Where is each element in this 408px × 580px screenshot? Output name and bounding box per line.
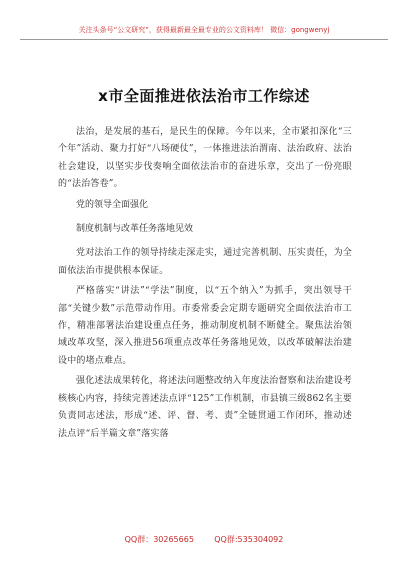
document-body: [58, 124, 352, 446]
body-paragraph-2: 严格落实“讲法”“学法”制度，以“五个纳入”为抓手，突出领导干部“关键少数”示范带动作用。市委常委会定期专题研究全面依法治市工作，精准部署法治建设重点任务，推动制度机制不断健全。聚焦法治领域改革攻坚，深入推进56项重点改革任务落地见效，以改革破解法治建设中的堵点难点。: [58, 286, 352, 366]
header-banner: [20, 6, 388, 40]
document-title: x市全面推进依法治市工作综述: [98, 87, 310, 105]
footer-qq-groups: QQ群：30265665 QQ群:535304092: [124, 535, 284, 544]
header-promo-text: 关注头条号“公文研究”，获得最新最全最专业的公文资料库！ 微信：gongwenyj: [78, 26, 330, 34]
intro-paragraph: 法治，是发展的基石，是民生的保障。今年以来，全市紧扣深化“三个年”活动、聚力打好“八场硬仗”，一体推进法治渭南、法治政府、法治社会建设，以坚实步伐奏响全面依法治市的奋进乐章，交出了一份亮眼的“法治答卷”。: [58, 127, 352, 190]
subsection-heading: 制度机制与改革任务落地见效: [76, 224, 194, 235]
section-heading: 党的领导全面强化: [76, 199, 149, 210]
body-paragraph-3: 强化述法成果转化，将述法问题整改纳入年度法治督察和法治建设考核核心内容，持续完善述法点评“125”工作机制，市县镇三级862名主要负责同志述法，形成“述、评、督、考、责”全链贯通工作闭环，推动述法点评“后半篇文章”落实落: [58, 376, 353, 439]
body-paragraph-1: 党对法治工作的领导持续走深走实，通过完善机制、压实责任，为全面依法治市提供根本保证。: [58, 248, 353, 276]
